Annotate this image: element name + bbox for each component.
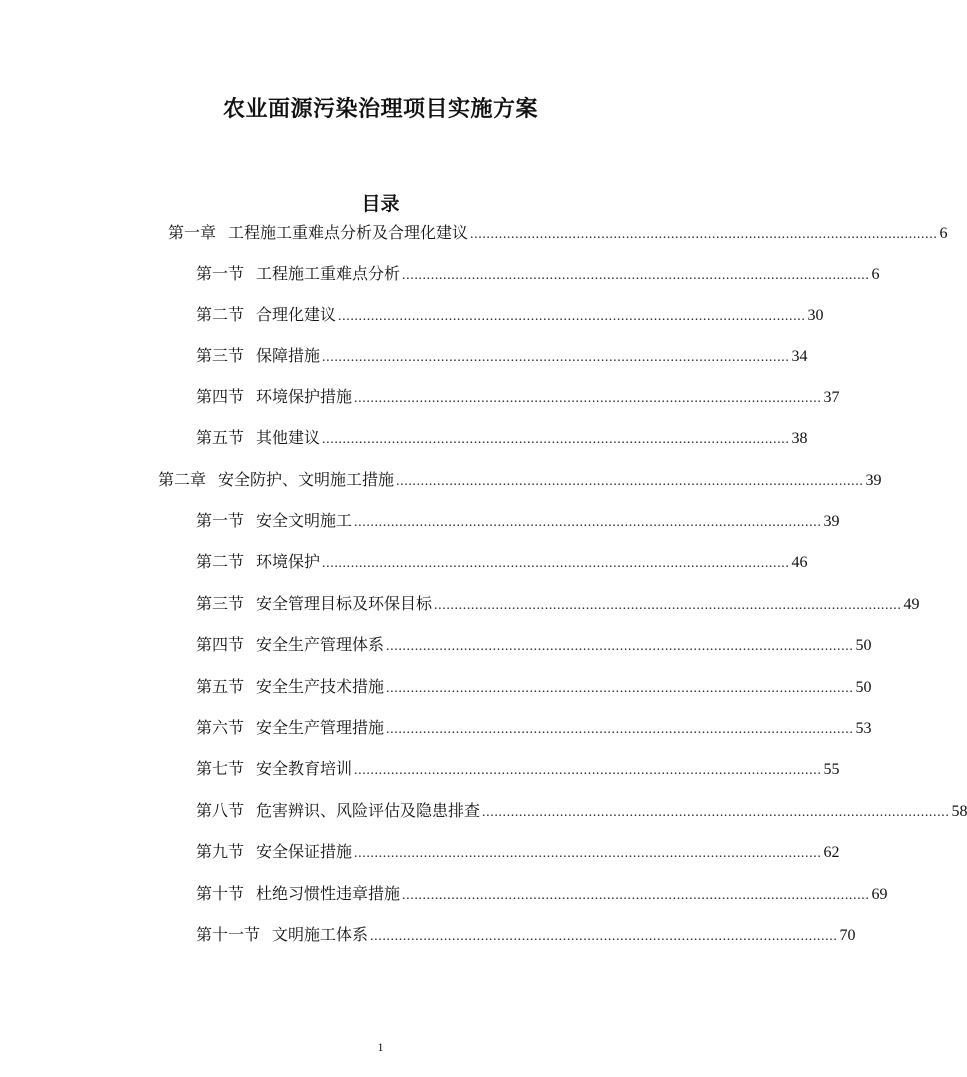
toc-entry[interactable] [196,923,856,947]
toc-entry-number: 第三节 [196,346,245,365]
toc-entry-page: 58 [951,803,967,820]
toc-entry-title: 安全文明施工 [256,511,353,530]
toc-dot-leader: .................................................................................................................. [322,556,790,571]
toc-entry[interactable] [196,262,880,286]
toc-entry-number: 第五节 [196,428,245,447]
toc-entry[interactable] [196,757,840,781]
toc-entry-title: 其他建议 [256,428,321,447]
toc-entry-number: 第三节 [196,594,245,613]
toc-dot-leader: .................................................................................................................. [354,391,822,406]
toc-dot-leader: .................................................................................................................. [386,681,854,696]
toc-entry[interactable] [196,344,808,368]
toc-entry-page: 50 [855,637,872,654]
toc-entry-number: 第二节 [196,552,245,571]
toc-entry[interactable] [196,882,888,906]
toc-entry-number: 第十节 [196,884,245,903]
toc-entry-title: 保障措施 [256,346,321,365]
toc-entry[interactable] [196,426,808,450]
toc-entry-number: 第四节 [196,635,245,654]
toc-entry-title: 合理化建议 [256,305,337,324]
toc-entry-title: 安全教育培训 [256,759,353,778]
toc-entry-page: 6 [871,266,880,283]
toc-entry[interactable] [158,468,882,492]
toc-entry-title: 安全管理目标及环保目标 [256,594,433,613]
toc-entry[interactable] [196,385,840,409]
toc-entry-title: 文明施工体系 [272,925,369,944]
toc-entry[interactable] [196,592,920,616]
toc-entry-title: 危害辨识、风险评估及隐患排查 [256,801,481,820]
toc-entry-title: 安全保证措施 [256,842,353,861]
toc-entry-number: 第五节 [196,677,245,696]
toc-entry-page: 39 [865,472,882,489]
toc-entry-number: 第二节 [196,305,245,324]
toc-entry[interactable] [196,716,872,740]
toc-entry[interactable] [196,550,808,574]
toc-entry-number: 第一章 [168,223,217,242]
toc-dot-leader: .................................................................................................................. [402,888,870,903]
toc-entry-page: 70 [839,927,856,944]
toc-dot-leader: .................................................................................................................. [338,309,806,324]
toc-entry-title: 安全生产技术措施 [256,677,385,696]
toc-entry-page: 46 [791,554,808,571]
toc-dot-leader: .................................................................................................................. [402,268,870,283]
toc-entry-page: 53 [855,720,872,737]
toc-dot-leader: .................................................................................................................. [482,805,950,820]
toc-entry-title: 工程施工重难点分析及合理化建议 [228,223,469,242]
toc-entry-page: 39 [823,513,840,530]
toc-entry-number: 第八节 [196,801,245,820]
toc-dot-leader: .................................................................................................................. [396,474,864,489]
toc-entry-page: 37 [823,389,840,406]
toc-entry-title: 安全生产管理体系 [256,635,385,654]
toc-entry[interactable] [196,675,872,699]
toc-entry-page: 34 [791,348,808,365]
toc-dot-leader: .................................................................................................................. [386,722,854,737]
toc-entry-page: 49 [903,596,920,613]
toc-dot-leader: .................................................................................................................. [470,227,938,242]
toc-heading: 目录 [361,193,400,215]
toc-entry-number: 第七节 [196,759,245,778]
toc-dot-leader: .................................................................................................................. [386,639,854,654]
toc-dot-leader: .................................................................................................................. [354,763,822,778]
toc-entry-number: 第一节 [196,511,245,530]
toc-entry-page: 69 [871,886,888,903]
toc-entry-page: 62 [823,844,840,861]
toc-entry-number: 第九节 [196,842,245,861]
toc-entry[interactable] [196,509,840,533]
toc-entry-title: 工程施工重难点分析 [256,264,401,283]
toc-entry-title: 安全生产管理措施 [256,718,385,737]
toc-dot-leader: .................................................................................................................. [322,350,790,365]
toc-entry[interactable] [196,633,872,657]
toc-entry-number: 第一节 [196,264,245,283]
toc-entry[interactable] [196,840,840,864]
toc-entry[interactable] [196,303,824,327]
toc-entry-title: 安全防护、文明施工措施 [218,470,395,489]
toc-entry-page: 55 [823,761,840,778]
toc-entry-title: 环境保护措施 [256,387,353,406]
toc-entry-number: 第六节 [196,718,245,737]
document-title: 农业面源污染治理项目实施方案 [222,97,538,122]
toc-entry-title: 杜绝习惯性违章措施 [256,884,401,903]
toc-dot-leader: .................................................................................................................. [322,432,790,447]
toc-entry-number: 第二章 [158,470,207,489]
toc-dot-leader: .................................................................................................................. [354,846,822,861]
toc-entry[interactable] [168,221,948,245]
toc-entry[interactable] [196,799,967,823]
toc-entry-number: 第四节 [196,387,245,406]
toc-dot-leader: .................................................................................................................. [370,929,838,944]
toc-entry-page: 50 [855,679,872,696]
toc-entry-page: 38 [791,430,808,447]
toc-dot-leader: .................................................................................................................. [434,598,902,613]
toc-entry-page: 30 [807,307,824,324]
page-number: 1 [377,1040,384,1054]
toc-dot-leader: .................................................................................................................. [354,515,822,530]
toc-entry-title: 环境保护 [256,552,321,571]
toc-entry-number: 第十一节 [196,925,261,944]
toc-entry-page: 6 [939,225,948,242]
